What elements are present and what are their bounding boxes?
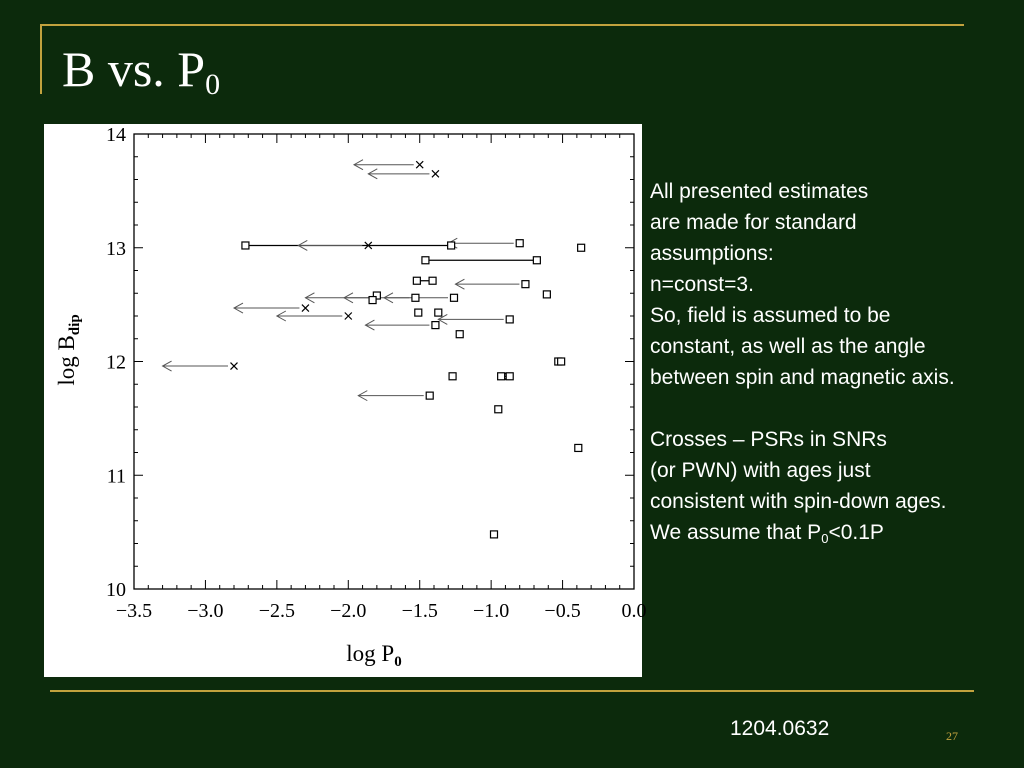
y-tick-label: 13 xyxy=(106,237,126,260)
square-marker xyxy=(413,277,420,284)
top-rule xyxy=(40,24,964,26)
square-marker xyxy=(575,444,582,451)
square-marker xyxy=(412,294,419,301)
notes-line: constant, as well as the angle xyxy=(650,335,926,358)
square-marker xyxy=(558,358,565,365)
page-number: 27 xyxy=(946,729,958,743)
cross-marker xyxy=(416,161,423,168)
x-tick-label: 0.0 xyxy=(621,600,647,622)
upper-limit-arrow xyxy=(365,320,429,330)
y-axis-label xyxy=(54,314,83,385)
y-axis-label-main: log B xyxy=(54,335,79,386)
x-tick-label: −1.0 xyxy=(473,600,510,622)
y-tick-label: 11 xyxy=(106,465,126,488)
notes-gap xyxy=(650,393,1022,424)
square-marker xyxy=(426,392,433,399)
x-tick-label: −3.5 xyxy=(115,600,153,622)
notes-paragraph-1 xyxy=(650,176,1022,393)
upper-limit-arrow xyxy=(163,361,228,371)
y-tick-label: 12 xyxy=(106,351,126,374)
square-marker xyxy=(522,281,529,288)
x-axis-label-sub: 0 xyxy=(394,654,402,670)
x-axis-label-main: log P xyxy=(346,641,395,666)
assumption-prefix: We assume that P xyxy=(650,521,822,544)
square-marker xyxy=(435,309,442,316)
square-marker xyxy=(432,322,439,329)
square-marker xyxy=(456,331,463,338)
upper-limit-arrow xyxy=(277,311,342,321)
x-axis-label xyxy=(346,641,401,670)
square-marker xyxy=(422,257,429,264)
upper-limit-arrow xyxy=(354,160,414,170)
square-marker xyxy=(495,406,502,413)
plot-panel xyxy=(44,124,647,677)
assumption-subscript: 0 xyxy=(821,531,829,546)
square-marker xyxy=(543,291,550,298)
square-marker xyxy=(578,244,585,251)
x-tick-label: −0.5 xyxy=(544,600,581,622)
y-axis-label-sub: dip xyxy=(67,314,83,336)
square-marker xyxy=(242,242,249,249)
notes-assumption-line xyxy=(650,517,1022,554)
x-tick-label: −2.0 xyxy=(330,600,367,622)
upper-limit-arrow xyxy=(358,391,423,401)
square-marker xyxy=(369,297,376,304)
square-marker xyxy=(506,316,513,323)
cross-marker xyxy=(432,170,439,177)
upper-limit-arrow xyxy=(448,238,513,248)
x-tick-label: −2.5 xyxy=(258,600,295,622)
cross-marker xyxy=(302,305,309,312)
x-tick-label: −1.5 xyxy=(401,600,438,622)
slide-title xyxy=(62,41,221,101)
notes-line: So, field is assumed to be xyxy=(650,304,891,327)
y-tick-label: 14 xyxy=(106,124,126,146)
square-marker xyxy=(506,373,513,380)
notes-line: (or PWN) with ages just xyxy=(650,459,871,482)
bottom-rule xyxy=(50,690,974,692)
notes-line: All presented estimates xyxy=(650,180,869,203)
square-marker xyxy=(448,242,455,249)
square-marker xyxy=(533,257,540,264)
y-tick-label: 10 xyxy=(106,579,126,601)
square-marker xyxy=(429,277,436,284)
square-marker xyxy=(491,531,498,538)
notes-text xyxy=(650,176,1022,554)
upper-limit-arrow xyxy=(438,314,503,324)
title-main: B vs. P xyxy=(62,41,206,97)
notes-line: are made for standard xyxy=(650,211,857,234)
square-marker xyxy=(451,294,458,301)
cross-marker xyxy=(345,313,352,320)
square-marker xyxy=(498,373,505,380)
title-subscript: 0 xyxy=(205,68,221,101)
upper-limit-arrow xyxy=(298,240,362,250)
square-marker xyxy=(449,373,456,380)
scatter-chart xyxy=(44,124,647,677)
cross-marker xyxy=(231,363,238,370)
footer-reference: 1204.0632 xyxy=(730,717,830,740)
notes-line: consistent with spin-down ages. xyxy=(650,490,947,513)
left-rule xyxy=(40,24,42,94)
square-marker xyxy=(516,240,523,247)
upper-limit-arrow xyxy=(234,303,299,313)
notes-line: Crosses – PSRs in SNRs xyxy=(650,428,887,451)
upper-limit-arrow xyxy=(455,279,519,289)
notes-line: assumptions: xyxy=(650,242,774,265)
notes-line: between spin and magnetic axis. xyxy=(650,366,955,389)
upper-limit-arrow xyxy=(368,169,429,179)
assumption-suffix: <0.1P xyxy=(828,521,884,544)
x-tick-label: −3.0 xyxy=(187,600,224,622)
notes-paragraph-2 xyxy=(650,424,1022,517)
square-marker xyxy=(415,309,422,316)
notes-line: n=const=3. xyxy=(650,273,754,296)
